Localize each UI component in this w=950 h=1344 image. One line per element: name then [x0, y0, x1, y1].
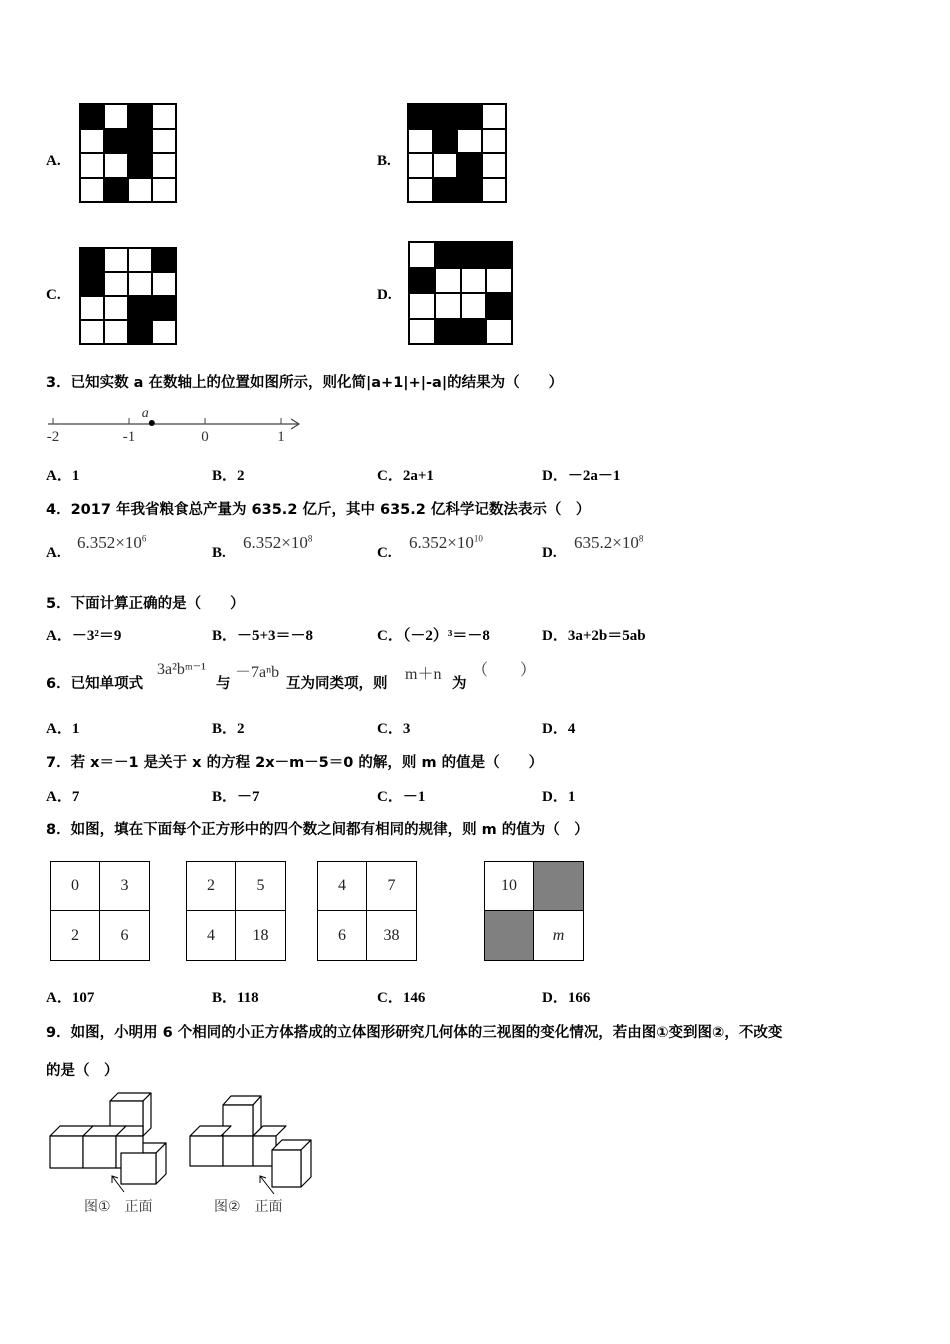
square-cell: 2 — [51, 911, 100, 960]
square-cell: 18 — [252, 926, 269, 944]
option-d-value[interactable]: $635.2\times 10^8$ — [574, 533, 644, 552]
option-b[interactable]: B．－5+3＝－8 — [212, 628, 314, 644]
option-c-value[interactable]: $6.352\times 10^{10}$ — [409, 533, 483, 552]
option-label: C. — [46, 287, 61, 303]
option-label: B. — [212, 545, 226, 561]
number-line — [40, 404, 310, 448]
q6-monomial-2: －7aⁿb — [235, 664, 280, 681]
figure-1-caption: 图① 正面 — [84, 1199, 153, 1215]
grid-figure-c — [79, 247, 177, 345]
axis-tick-label: -2 — [46, 429, 60, 445]
square-cell-m: m — [552, 926, 565, 944]
option-a[interactable]: A．107 — [46, 990, 95, 1006]
point-a — [149, 420, 155, 426]
grid-figure-d — [408, 241, 513, 345]
option-d[interactable]: D．－2a－1 — [542, 468, 621, 484]
option-d[interactable]: D．1 — [542, 789, 576, 805]
square-cell: 4 — [187, 911, 236, 960]
point-a-label: a — [141, 406, 149, 421]
option-c[interactable]: C．2a+1 — [377, 468, 434, 484]
option-d[interactable]: D．4 — [542, 721, 576, 737]
number-square-4 — [484, 861, 584, 961]
option-b[interactable]: B．－7 — [212, 789, 260, 805]
square-cell: 4 — [318, 862, 367, 911]
number-square-2 — [186, 861, 286, 961]
square-cell: 7 — [367, 862, 416, 911]
cube-figure-1 — [46, 1090, 178, 1202]
square-cell: 38 — [383, 926, 400, 944]
square-cell: 3 — [100, 862, 149, 911]
square-cell: 6 — [120, 926, 129, 944]
option-d[interactable]: D．3a+2b＝5ab — [542, 628, 646, 644]
cube-figure-2 — [186, 1090, 318, 1202]
number-square-3 — [317, 861, 417, 961]
option-a[interactable]: A．1 — [46, 721, 80, 737]
option-label: C. — [377, 545, 392, 561]
option-c[interactable]: C．（－2）³＝－8 — [377, 628, 490, 644]
question-9-line-1: 9．如图，小明用 6 个相同的小正方体搭成的立体图形研究几何体的三视图的变化情况，若由图①变到图②，不改变 — [46, 1025, 783, 1041]
axis-tick-label: -1 — [122, 429, 136, 445]
square-cell: 10 — [485, 862, 534, 911]
option-label: D. — [542, 545, 557, 561]
option-a-value[interactable]: $6.352\times 10^6$ — [77, 533, 147, 552]
q6-suffix: 为 — [452, 676, 467, 692]
square-cell: 2 — [187, 862, 236, 911]
q6-mid: 与 — [216, 676, 231, 692]
option-a[interactable]: A．－3²＝9 — [46, 628, 122, 644]
grid-figure-a — [79, 103, 177, 203]
option-label: B. — [377, 153, 391, 169]
option-label: D. — [377, 287, 392, 303]
figure-2-caption: 图② 正面 — [214, 1199, 283, 1215]
q6-expr: m＋n — [405, 666, 442, 683]
grid-figure-b — [407, 103, 507, 203]
option-label: A. — [46, 153, 61, 169]
q6-mid2: 互为同类项，则 — [286, 676, 388, 692]
question-8: 8．如图，填在下面每个正方形中的四个数之间都有相同的规律，则 m 的值为（ ） — [46, 822, 589, 838]
question-4: 4．2017 年我省粮食总产量为 635.2 亿斤，其中 635.2 亿科学记数法表示（ ） — [46, 502, 591, 518]
option-a[interactable]: A．1 — [46, 468, 80, 484]
option-a[interactable]: A．7 — [46, 789, 80, 805]
option-c[interactable]: C．－1 — [377, 789, 426, 805]
axis-tick-label: 0 — [201, 429, 209, 445]
shaded-cell — [534, 862, 583, 911]
square-cell: 6 — [318, 911, 367, 960]
option-c[interactable]: C．146 — [377, 990, 426, 1006]
question-7: 7．若 x＝－1 是关于 x 的方程 2x－m－5＝0 的解，则 m 的值是（ ） — [46, 755, 544, 771]
question-9-line-2: 的是（ ） — [46, 1063, 119, 1079]
option-d[interactable]: D．166 — [542, 990, 591, 1006]
option-b-value[interactable]: $6.352\times 10^8$ — [243, 533, 313, 552]
number-square-1 — [50, 861, 150, 961]
q6-paren: （ ） — [472, 662, 537, 679]
q6-prefix: 6．已知单项式 — [46, 676, 144, 692]
shaded-cell — [485, 911, 534, 960]
square-cell: 0 — [51, 862, 100, 911]
option-b[interactable]: B．2 — [212, 721, 245, 737]
question-5: 5．下面计算正确的是（ ） — [46, 596, 245, 612]
option-b[interactable]: B．2 — [212, 468, 245, 484]
square-cell: 5 — [236, 862, 285, 911]
question-3: 3．已知实数 a 在数轴上的位置如图所示，则化简|a+1|+|-a|的结果为（ ） — [46, 375, 564, 391]
option-c[interactable]: C．3 — [377, 721, 411, 737]
option-b[interactable]: B．118 — [212, 990, 259, 1006]
option-label: A. — [46, 545, 61, 561]
axis-tick-label: 1 — [277, 429, 285, 445]
q6-monomial-1: 3a²bᵐ⁻¹ — [157, 661, 206, 678]
